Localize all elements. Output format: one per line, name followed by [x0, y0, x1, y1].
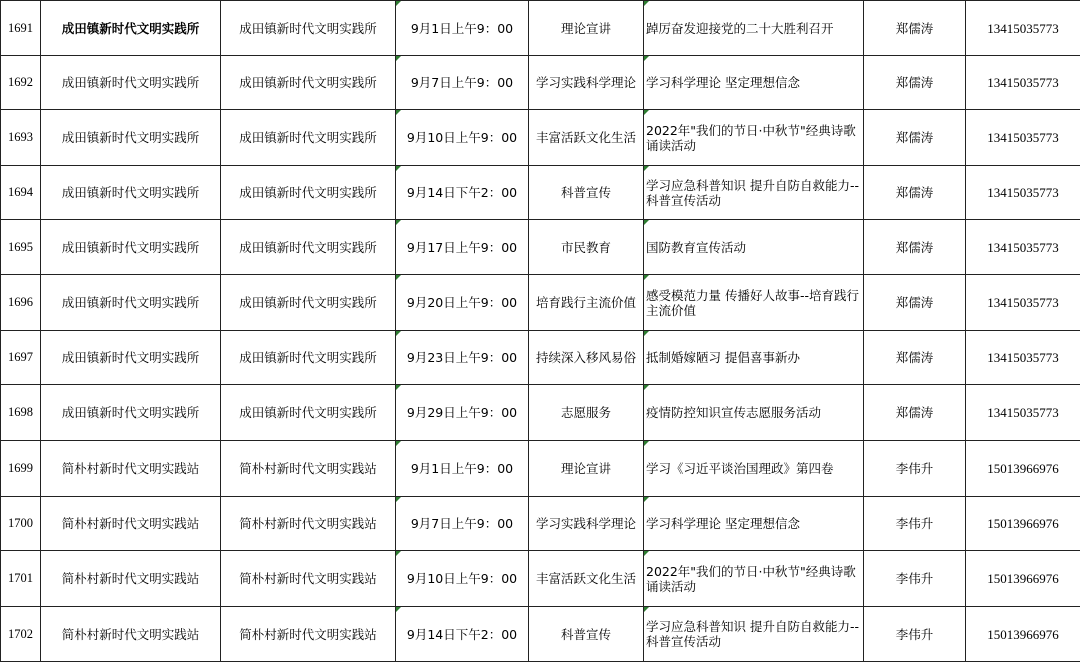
cell-contact-phone-text: 13415035773 [987, 405, 1059, 420]
cell-serial-number[interactable] [1, 1, 41, 56]
cell-activity-time[interactable] [396, 56, 529, 110]
cell-venue[interactable] [221, 331, 396, 385]
cell-contact-person[interactable] [864, 441, 966, 497]
cell-serial-number-text: 1699 [8, 461, 33, 475]
cell-contact-phone[interactable] [966, 331, 1080, 385]
cell-activity-topic[interactable] [644, 551, 864, 607]
cell-contact-phone[interactable] [966, 220, 1080, 275]
cell-activity-time[interactable] [396, 385, 529, 441]
cell-contact-phone-text: 13415035773 [987, 75, 1059, 90]
cell-activity-type-text: 志愿服务 [561, 405, 611, 420]
table-row[interactable] [1, 166, 1080, 220]
cell-contact-person[interactable] [864, 497, 966, 551]
cell-comment-marker-icon [644, 1, 649, 6]
cell-contact-phone-text: 13415035773 [987, 21, 1059, 36]
cell-activity-topic[interactable] [644, 166, 864, 220]
cell-venue[interactable] [221, 220, 396, 275]
cell-activity-topic[interactable] [644, 331, 864, 385]
cell-activity-time-text: 9月29日上午9：00 [407, 405, 517, 420]
cell-activity-time-text: 9月7日上午9：00 [411, 516, 513, 531]
cell-activity-type[interactable] [529, 1, 644, 56]
cell-activity-time[interactable] [396, 331, 529, 385]
cell-activity-topic[interactable] [644, 275, 864, 331]
cell-activity-type-text: 持续深入移风易俗 [536, 350, 636, 365]
cell-serial-number-text: 1696 [8, 295, 33, 309]
cell-contact-phone[interactable] [966, 551, 1080, 607]
cell-unit-name[interactable] [41, 607, 221, 662]
cell-unit-name-text: 成田镇新时代文明实践所 [62, 21, 200, 36]
table-row[interactable] [1, 275, 1080, 331]
cell-contact-person-text: 李伟升 [896, 461, 934, 476]
cell-contact-phone-text: 15013966976 [987, 516, 1059, 531]
cell-unit-name-text: 成田镇新时代文明实践所 [62, 130, 200, 145]
cell-serial-number-text: 1693 [8, 130, 33, 144]
cell-activity-type[interactable] [529, 110, 644, 166]
cell-venue[interactable] [221, 497, 396, 551]
cell-activity-topic-text: 学习应急科普知识 提升自防自救能力--科普宣传活动 [646, 619, 859, 649]
cell-serial-number-text: 1692 [8, 75, 33, 89]
cell-contact-person[interactable] [864, 220, 966, 275]
cell-activity-type[interactable] [529, 331, 644, 385]
cell-contact-person[interactable] [864, 607, 966, 662]
cell-contact-person-text: 郑儒涛 [896, 75, 934, 90]
cell-unit-name-text: 成田镇新时代文明实践所 [62, 405, 200, 420]
cell-activity-time-text: 9月17日上午9：00 [407, 240, 517, 255]
cell-contact-person-text: 郑儒涛 [896, 350, 934, 365]
cell-comment-marker-icon [644, 275, 649, 280]
cell-venue-text: 成田镇新时代文明实践所 [239, 350, 377, 365]
cell-serial-number[interactable] [1, 220, 41, 275]
cell-venue[interactable] [221, 166, 396, 220]
cell-unit-name-text: 简朴村新时代文明实践站 [62, 571, 200, 586]
cell-contact-person[interactable] [864, 110, 966, 166]
cell-serial-number-text: 1702 [8, 627, 33, 641]
cell-activity-time[interactable] [396, 110, 529, 166]
cell-comment-marker-icon [644, 441, 649, 446]
cell-venue[interactable] [221, 385, 396, 441]
cell-activity-topic-text: 学习《习近平谈治国理政》第四卷 [646, 461, 834, 476]
cell-venue-text: 简朴村新时代文明实践站 [239, 516, 377, 531]
cell-venue-text: 成田镇新时代文明实践所 [239, 75, 377, 90]
cell-comment-marker-icon [644, 607, 649, 612]
table-row[interactable] [1, 331, 1080, 385]
cell-venue-text: 成田镇新时代文明实践所 [239, 185, 377, 200]
table-row[interactable] [1, 110, 1080, 166]
cell-activity-topic[interactable] [644, 385, 864, 441]
cell-activity-time[interactable] [396, 607, 529, 662]
cell-serial-number[interactable] [1, 110, 41, 166]
cell-activity-time-text: 9月1日上午9：00 [411, 21, 513, 36]
cell-comment-marker-icon [644, 331, 649, 336]
cell-venue[interactable] [221, 110, 396, 166]
cell-venue-text: 简朴村新时代文明实践站 [239, 627, 377, 642]
cell-venue[interactable] [221, 551, 396, 607]
cell-activity-topic-text: 学习科学理论 坚定理想信念 [646, 516, 800, 531]
cell-activity-time[interactable] [396, 166, 529, 220]
table-row[interactable] [1, 56, 1080, 110]
cell-activity-type-text: 丰富活跃文化生活 [536, 130, 636, 145]
cell-activity-topic-text: 国防教育宣传活动 [646, 240, 746, 255]
cell-serial-number-text: 1701 [8, 571, 33, 585]
cell-contact-phone-text: 13415035773 [987, 130, 1059, 145]
cell-activity-type-text: 市民教育 [561, 240, 611, 255]
cell-activity-topic-text: 学习应急科普知识 提升自防自救能力--科普宣传活动 [646, 178, 859, 208]
cell-contact-phone[interactable] [966, 497, 1080, 551]
cell-contact-person-text: 郑儒涛 [896, 240, 934, 255]
cell-serial-number-text: 1691 [8, 21, 33, 35]
cell-contact-phone-text: 15013966976 [987, 627, 1059, 642]
cell-activity-type-text: 学习实践科学理论 [536, 516, 636, 531]
cell-serial-number[interactable] [1, 56, 41, 110]
cell-contact-phone-text: 13415035773 [987, 295, 1059, 310]
cell-activity-topic-text: 2022年"我们的节日·中秋节"经典诗歌诵读活动 [646, 123, 856, 153]
cell-serial-number[interactable] [1, 551, 41, 607]
cell-venue[interactable] [221, 607, 396, 662]
cell-comment-marker-icon [396, 331, 401, 336]
cell-unit-name[interactable] [41, 275, 221, 331]
cell-activity-type[interactable] [529, 607, 644, 662]
cell-activity-type[interactable] [529, 166, 644, 220]
cell-venue[interactable] [221, 441, 396, 497]
cell-activity-type-text: 培育践行主流价值 [536, 295, 636, 310]
cell-activity-time-text: 9月23日上午9：00 [407, 350, 517, 365]
cell-comment-marker-icon [396, 551, 401, 556]
cell-activity-time[interactable] [396, 551, 529, 607]
cell-unit-name[interactable] [41, 56, 221, 110]
cell-contact-person[interactable] [864, 1, 966, 56]
cell-activity-time-text: 9月14日下午2：00 [407, 627, 517, 642]
cell-venue-text: 成田镇新时代文明实践所 [239, 21, 377, 36]
cell-contact-phone[interactable] [966, 275, 1080, 331]
cell-contact-phone[interactable] [966, 1, 1080, 56]
cell-serial-number[interactable] [1, 275, 41, 331]
cell-venue[interactable] [221, 1, 396, 56]
cell-contact-person-text: 李伟升 [896, 571, 934, 586]
cell-comment-marker-icon [644, 166, 649, 171]
cell-activity-type-text: 理论宣讲 [561, 461, 611, 476]
cell-serial-number-text: 1695 [8, 240, 33, 254]
cell-activity-time-text: 9月1日上午9：00 [411, 461, 513, 476]
cell-comment-marker-icon [396, 607, 401, 612]
cell-contact-phone-text: 13415035773 [987, 350, 1059, 365]
cell-activity-type[interactable] [529, 56, 644, 110]
cell-venue[interactable] [221, 275, 396, 331]
cell-comment-marker-icon [644, 110, 649, 115]
cell-unit-name-text: 成田镇新时代文明实践所 [62, 350, 200, 365]
cell-comment-marker-icon [644, 220, 649, 225]
cell-contact-phone[interactable] [966, 607, 1080, 662]
cell-contact-person[interactable] [864, 166, 966, 220]
cell-unit-name[interactable] [41, 385, 221, 441]
table-row[interactable] [1, 1, 1080, 56]
cell-contact-phone-text: 15013966976 [987, 461, 1059, 476]
cell-serial-number[interactable] [1, 497, 41, 551]
cell-unit-name[interactable] [41, 551, 221, 607]
cell-contact-phone-text: 15013966976 [987, 571, 1059, 586]
cell-comment-marker-icon [396, 220, 401, 225]
table-row[interactable] [1, 220, 1080, 275]
cell-activity-type[interactable] [529, 275, 644, 331]
cell-contact-person-text: 郑儒涛 [896, 185, 934, 200]
cell-activity-topic-text: 踔厉奋发迎接党的二十大胜利召开 [646, 21, 834, 36]
cell-contact-person-text: 郑儒涛 [896, 130, 934, 145]
cell-contact-phone-text: 13415035773 [987, 240, 1059, 255]
cell-unit-name-text: 成田镇新时代文明实践所 [62, 185, 200, 200]
cell-unit-name-text: 成田镇新时代文明实践所 [62, 295, 200, 310]
cell-activity-topic-text: 抵制婚嫁陋习 提倡喜事新办 [646, 350, 800, 365]
cell-comment-marker-icon [396, 110, 401, 115]
cell-activity-type[interactable] [529, 441, 644, 497]
cell-activity-type-text: 科普宣传 [561, 627, 611, 642]
cell-contact-person[interactable] [864, 551, 966, 607]
cell-activity-time[interactable] [396, 441, 529, 497]
cell-contact-person-text: 郑儒涛 [896, 21, 934, 36]
cell-activity-time-text: 9月10日上午9：00 [407, 571, 517, 586]
cell-serial-number[interactable] [1, 385, 41, 441]
cell-serial-number[interactable] [1, 166, 41, 220]
cell-serial-number-text: 1700 [8, 516, 33, 530]
cell-unit-name[interactable] [41, 497, 221, 551]
cell-activity-topic[interactable] [644, 607, 864, 662]
cell-serial-number-text: 1697 [8, 350, 33, 364]
cell-contact-person-text: 李伟升 [896, 516, 934, 531]
cell-unit-name[interactable] [41, 220, 221, 275]
cell-unit-name-text: 成田镇新时代文明实践所 [62, 75, 200, 90]
cell-comment-marker-icon [644, 56, 649, 61]
cell-contact-person-text: 李伟升 [896, 627, 934, 642]
cell-contact-phone[interactable] [966, 110, 1080, 166]
cell-activity-time[interactable] [396, 220, 529, 275]
cell-serial-number[interactable] [1, 331, 41, 385]
cell-activity-topic[interactable] [644, 441, 864, 497]
cell-activity-topic-text: 2022年"我们的节日·中秋节"经典诗歌诵读活动 [646, 564, 856, 594]
cell-activity-time-text: 9月14日下午2：00 [407, 185, 517, 200]
cell-unit-name[interactable] [41, 331, 221, 385]
cell-contact-person[interactable] [864, 331, 966, 385]
cell-activity-time-text: 9月7日上午9：00 [411, 75, 513, 90]
cell-venue-text: 成田镇新时代文明实践所 [239, 130, 377, 145]
cell-serial-number[interactable] [1, 441, 41, 497]
cell-activity-type[interactable] [529, 220, 644, 275]
cell-activity-topic[interactable] [644, 56, 864, 110]
cell-activity-type-text: 丰富活跃文化生活 [536, 571, 636, 586]
cell-activity-topic-text: 学习科学理论 坚定理想信念 [646, 75, 800, 90]
cell-unit-name[interactable] [41, 110, 221, 166]
cell-comment-marker-icon [396, 497, 401, 502]
table-body [1, 1, 1080, 662]
cell-comment-marker-icon [396, 441, 401, 446]
cell-activity-type-text: 学习实践科学理论 [536, 75, 636, 90]
cell-contact-phone[interactable] [966, 56, 1080, 110]
cell-activity-topic[interactable] [644, 497, 864, 551]
cell-comment-marker-icon [396, 166, 401, 171]
cell-serial-number[interactable] [1, 607, 41, 662]
cell-venue-text: 成田镇新时代文明实践所 [239, 240, 377, 255]
table-row[interactable] [1, 551, 1080, 607]
cell-comment-marker-icon [644, 497, 649, 502]
table-row[interactable] [1, 385, 1080, 441]
cell-activity-type[interactable] [529, 497, 644, 551]
cell-venue-text: 简朴村新时代文明实践站 [239, 571, 377, 586]
cell-unit-name[interactable] [41, 166, 221, 220]
cell-unit-name-text: 简朴村新时代文明实践站 [62, 627, 200, 642]
cell-comment-marker-icon [644, 551, 649, 556]
cell-unit-name-text: 简朴村新时代文明实践站 [62, 516, 200, 531]
cell-activity-time[interactable] [396, 1, 529, 56]
cell-activity-topic[interactable] [644, 220, 864, 275]
cell-activity-time-text: 9月20日上午9：00 [407, 295, 517, 310]
cell-unit-name-text: 成田镇新时代文明实践所 [62, 240, 200, 255]
cell-activity-topic-text: 感受模范力量 传播好人故事--培育践行主流价值 [646, 288, 859, 318]
cell-contact-person-text: 郑儒涛 [896, 405, 934, 420]
table-row[interactable] [1, 607, 1080, 662]
table-row[interactable] [1, 441, 1080, 497]
cell-activity-type[interactable] [529, 551, 644, 607]
cell-comment-marker-icon [396, 275, 401, 280]
cell-activity-topic-text: 疫情防控知识宣传志愿服务活动 [646, 405, 821, 420]
cell-activity-time-text: 9月10日上午9：00 [407, 130, 517, 145]
cell-comment-marker-icon [396, 56, 401, 61]
cell-venue-text: 成田镇新时代文明实践所 [239, 295, 377, 310]
cell-activity-type-text: 科普宣传 [561, 185, 611, 200]
cell-contact-phone[interactable] [966, 166, 1080, 220]
cell-contact-phone-text: 13415035773 [987, 185, 1059, 200]
cell-contact-person[interactable] [864, 56, 966, 110]
cell-comment-marker-icon [644, 385, 649, 390]
cell-unit-name[interactable] [41, 1, 221, 56]
cell-venue[interactable] [221, 56, 396, 110]
cell-contact-phone[interactable] [966, 441, 1080, 497]
cell-unit-name[interactable] [41, 441, 221, 497]
cell-serial-number-text: 1694 [8, 185, 33, 199]
cell-activity-topic[interactable] [644, 110, 864, 166]
cell-contact-person[interactable] [864, 275, 966, 331]
cell-unit-name-text: 简朴村新时代文明实践站 [62, 461, 200, 476]
cell-activity-topic[interactable] [644, 1, 864, 56]
cell-activity-time[interactable] [396, 497, 529, 551]
cell-comment-marker-icon [396, 385, 401, 390]
cell-activity-time[interactable] [396, 275, 529, 331]
cell-venue-text: 简朴村新时代文明实践站 [239, 461, 377, 476]
cell-comment-marker-icon [396, 1, 401, 6]
cell-serial-number-text: 1698 [8, 405, 33, 419]
table-row[interactable] [1, 497, 1080, 551]
cell-contact-phone[interactable] [966, 385, 1080, 441]
cell-activity-type[interactable] [529, 385, 644, 441]
cell-contact-person-text: 郑儒涛 [896, 295, 934, 310]
cell-venue-text: 成田镇新时代文明实践所 [239, 405, 377, 420]
cell-contact-person[interactable] [864, 385, 966, 441]
cell-activity-type-text: 理论宣讲 [561, 21, 611, 36]
